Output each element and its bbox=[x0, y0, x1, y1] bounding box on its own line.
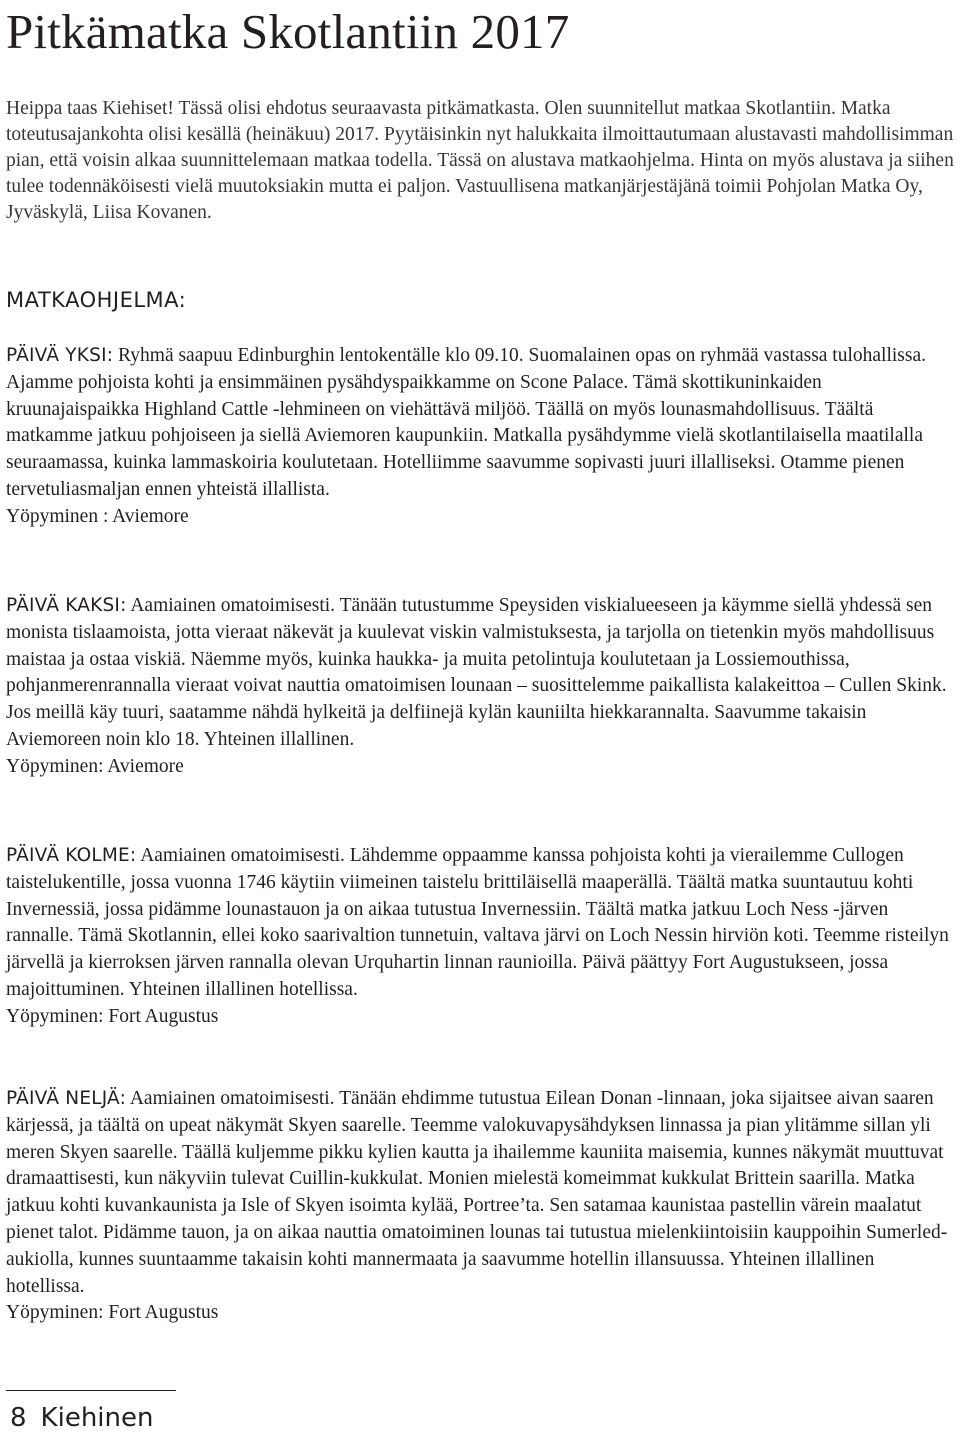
day-text: Aamiainen omatoimisesti. Tänään tutustumme Speysiden viskialueeseen ja käymme siellä yhdessä sen monista tislaamoista, jotta vieraat näkevät ja kuulevat viskin valmistuksesta, ja tarjolla on tietenkin myös mahdollisuus maistaa ja ostaa viskiä. Näemme myös, kuinka haukka- ja muita petolintuja koulutetaan ja Lossiemouthissa, pohjanmerenrannalla vieraat voivat nauttia omatoimisen lounaan – suosittelemme paikallista kalakeittoa – Cullen Skink. Jos meillä käy tuuri, saatamme nähdä hylkeitä ja delfiinejä kylän kauniilta hiekkarannalta. Saavumme takaisin Aviemoreen noin klo 18. Yhteinen illallinen. bbox=[6, 595, 947, 750]
day-section bbox=[6, 1086, 956, 1327]
day-text: Aamiainen omatoimisesti. Tänään ehdimme tutustua Eilean Donan -linnaan, joka sijaitsee aivan saaren kärjessä, ja täältä on upeat näkymät Skyen saarelle. Teemme valokuvapysähdyksen linnassa ja pian ylitämme sillan yli meren Skyen saarelle. Täällä kuljemme pikku kylien kautta ja ihailemme kauniita maisemia, kunnes näkymät muuttuvat dramaattisesti, kun näkyviin tulevat Cuillin-kukkulat. Monien mielestä komeimmat kukkulat Brittein saarilla. Matka jatkuu kohti kuvankaunista ja Isle of Skyen isoimta kylää, Portree’ta. Sen satamaa kaunistaa pastellin värein maalatut pienet talot. Pidämme tauon, ja on aikaa nauttia omatoiminen lounas tai tutustua mielenkiintoisiin kauppoihin Sumerled-aukiolla, kunnes suuntaamme takaisin kohti mannermaata ja saavumme hotellin illansuussa. Yhteinen illallinen hotellissa. bbox=[6, 1088, 948, 1297]
day-section bbox=[6, 593, 956, 781]
day-stay: Yöpyminen: Fort Augustus bbox=[6, 1005, 219, 1027]
page-footer bbox=[10, 1402, 153, 1434]
day-label: PÄIVÄ NELJÄ: bbox=[6, 1088, 127, 1109]
intro-paragraph: Heippa taas Kiehiset! Tässä olisi ehdotus seuraavasta pitkämatkasta. Olen suunnitellut matkaa Skotlantiin. Matka toteutusajankohta olisi kesällä (heinäkuu) 2017. Pyytäisinkin nyt halukkaita ilmoittautumaan alustavasti mahdollisimman pian, että voisin alkaa suunnittelemaan matkaa todella. Tässä on alustava matkaohjelma. Hinta on myös alustava ja siihen tulee todennäköisesti vielä muutoksiakin mutta ei paljon. Vastuullisena matkanjärjestäjänä toimii Pohjolan Matka Oy, Jyväskylä, Liisa Kovanen. bbox=[6, 98, 954, 223]
day-text: Ryhmä saapuu Edinburghin lentokentälle klo 09.10. Suomalainen opas on ryhmää vastassa tulohallissa. Ajamme pohjoista kohti ja ensimmäinen pysähdyspaikkamme on Scone Palace. Tämä skottikuninkaiden kruunajaispaikka Highland Cattle -lehmineen on viehättävä miljöö. Täällä on myös lounasmahdollisuus. Täältä matkamme jatkuu pohjoiseen ja siellä Aviemoren kaupunkiin. Matkalla pysähdymme vielä skotlantilaisella maatilalla seuraamassa, kuinka lammaskoiria koulutetaan. Hotelliimme saavumme sopivasti juuri illalliseksi. Otamme pienen tervetuliasmaljan ennen yhteistä illallista. bbox=[6, 345, 927, 500]
day-stay: Yöpyminen: Aviemore bbox=[6, 755, 184, 777]
footer-divider bbox=[6, 1390, 176, 1391]
day-text: Aamiainen omatoimisesti. Lähdemme oppaamme kanssa pohjoista kohti ja vierailemme Cullogen taistelukentille, jossa vuonna 1746 käytiin viimeinen taistelu brittiläisellä maaperällä. Täältä matka suuntautuu kohti Invernessiä, jossa pidämme lounastauon ja on aikaa tutustua Invernessiin. Täältä matka jatkuu Loch Ness -järven rannalle. Tämä Skotlannin, ellei koko saarivaltion tunnetuin, valtava järvi on Loch Nessin hirviön koti. Teemme risteilyn järvellä ja kierroksen järven rannalla olevan Urquhartin linnan raunioilla. Päivä päättyy Fort Augustukseen, jossa majoittuminen. Yhteinen illallinen hotellissa. bbox=[6, 845, 949, 1000]
day-stay: Yöpyminen : Aviemore bbox=[6, 505, 189, 527]
page-number: 8 bbox=[10, 1403, 27, 1433]
day-label: PÄIVÄ KOLME: bbox=[6, 845, 137, 866]
publication-name: Kiehinen bbox=[40, 1403, 154, 1433]
article-title: Pitkämatka Skotlantiin 2017 bbox=[6, 4, 570, 59]
day-section bbox=[6, 843, 956, 1031]
program-heading: MATKAOHJELMA: bbox=[6, 288, 187, 312]
day-section bbox=[6, 343, 956, 531]
day-label: PÄIVÄ KAKSI: bbox=[6, 595, 127, 616]
day-label: PÄIVÄ YKSI: bbox=[6, 345, 114, 366]
day-stay: Yöpyminen: Fort Augustus bbox=[6, 1302, 219, 1324]
